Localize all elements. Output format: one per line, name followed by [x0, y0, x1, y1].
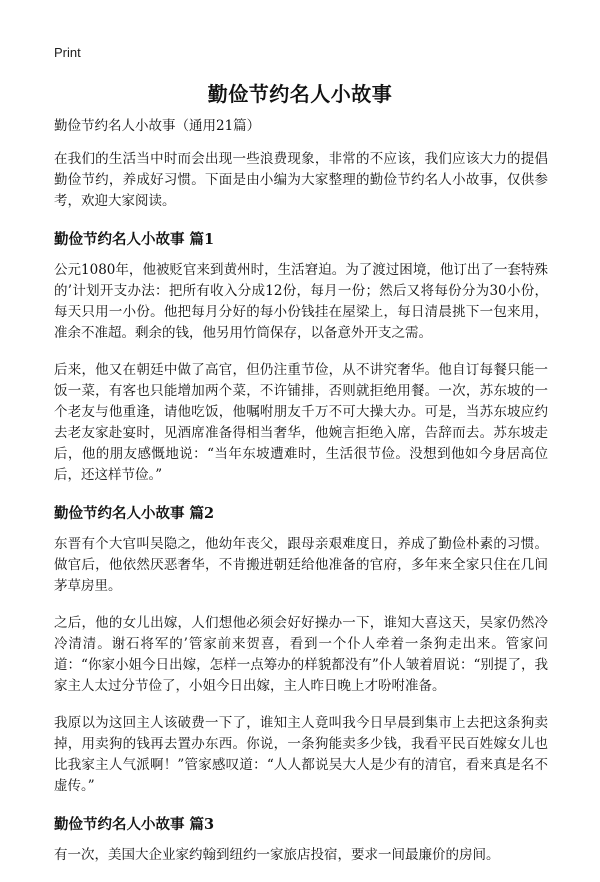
intro-paragraph: 在我们的生活当中时而会出现一些浪费现象，非常的不应该，我们应该大力的提倡勤俭节约，养成好习惯。下面是由小编为大家整理的勤俭节约名人小故事，仅供参考，欢迎大家阅读。	[54, 151, 548, 209]
print-link[interactable]: Print	[54, 45, 81, 60]
paragraph: 之后，他的女儿出嫁，人们想他必须会好好操办一下，谁知大喜这天，吴家仍然冷冷清清。谢石将军的’管家前来贺喜，看到一个仆人牵着一条狗走出来。管家问道：“你家小姐今日出嫁，怎样一点筹办的样貌都没有”仆人皱着眉说：“别提了，我家主人太过分节俭了，小姐今日出嫁，主人昨日晚上才吩咐准备。	[54, 615, 548, 694]
section-heading-2: 勤俭节约名人小故事 篇2	[54, 505, 215, 522]
page-title: 勤俭节约名人小故事	[207, 82, 393, 106]
section-heading-3: 勤俭节约名人小故事 篇3	[54, 816, 215, 833]
paragraph: 有一次，美国大企业家约翰到纽约一家旅店投宿，要求一间最廉价的房间。	[54, 847, 500, 863]
article-subtitle: 勤俭节约名人小故事（通用21篇）	[54, 118, 261, 134]
paragraph: 后来，他又在朝廷中做了高官，但仍注重节俭，从不讲究奢华。他自订每餐只能一饭一菜，有客也只能增加两个菜，不许铺排，否则就拒绝用餐。一次，苏东坡的一个老友与他重逢，请他吃饭，他嘱咐朋友千万不可大操大办。可是，当苏东坡应约去老友家赴宴时，见酒席准备得相当奢华，他婉言拒绝入席，告辞而去。苏东坡走后，他的朋友感慨地说：“当年东坡遭难时，生活很节俭。没想到他如今身居高位后，还这样节俭。”	[54, 362, 548, 483]
section-heading-1: 勤俭节约名人小故事 篇1	[54, 231, 215, 248]
paragraph: 公元1080年，他被贬官来到黄州时，生活窘迫。为了渡过困境，他订出了一套特殊的’计划开支办法：把所有收入分成12份，每月一份；然后又将每份分为30小份，每天只用一小份。他把每月分好的每小份钱挂在屋梁上，每日清晨挑下一包来用，准余不准超。剩余的钱，他另用竹筒保存，以备意外开支之需。	[54, 262, 548, 341]
article-body	[54, 114, 548, 882]
paragraph: 东晋有个大官叫吴隐之，他幼年丧父，跟母亲艰难度日，养成了勤俭朴素的习惯。做官后，他依然厌恶奢华，不肯搬进朝廷给他准备的官府，多年来全家只住在几间茅草房里。	[54, 536, 548, 594]
paragraph: 我原以为这回主人该破费一下了，谁知主人竟叫我今日早晨到集市上去把这条狗卖掉，用卖狗的钱再去置办东西。你说，一条狗能卖多少钱，我看平民百姓嫁女儿也比我家主人气派啊！”管家感叹道：“人人都说吴大人是少有的清官，看来真是名不虚传。”	[54, 715, 548, 794]
